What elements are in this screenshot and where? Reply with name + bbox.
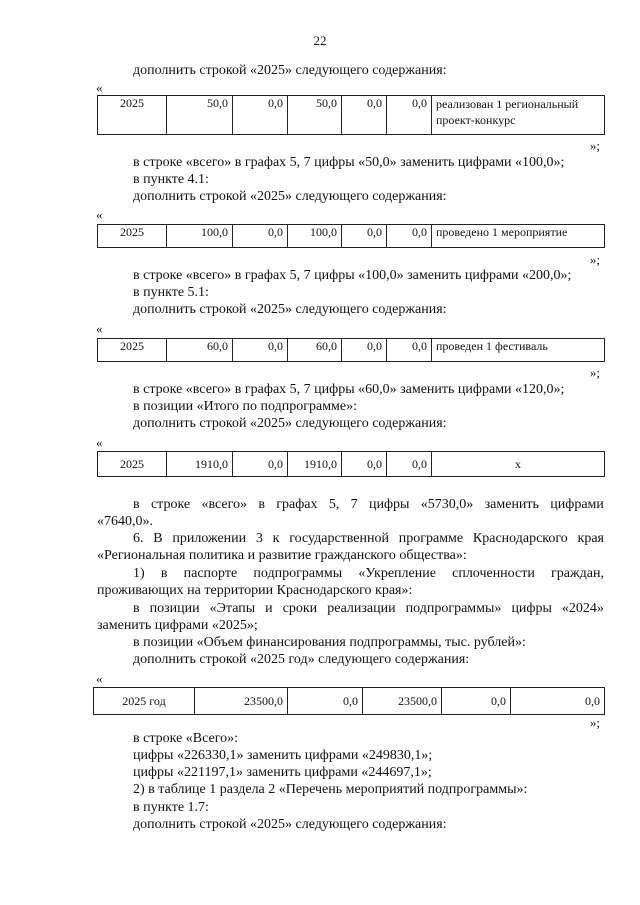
word: в bbox=[160, 566, 168, 581]
page-number: 22 bbox=[313, 33, 327, 48]
table-row-2025-god bbox=[93, 687, 605, 715]
quote-close: »; bbox=[589, 715, 600, 730]
table-cell: 0,0 bbox=[233, 339, 288, 362]
text-line: в позиции «Объем финансирования подпрограммы, тыс. рублей»: bbox=[133, 635, 526, 650]
word: цифры bbox=[511, 601, 552, 616]
text-line: проживающих на территории Краснодарского края»: bbox=[97, 583, 413, 598]
quote-open: « bbox=[96, 207, 103, 222]
word: 3 bbox=[255, 531, 263, 546]
text-line: дополнить строкой «2025» следующего содержания: bbox=[133, 416, 447, 431]
table-cell-year: 2025 bbox=[98, 452, 167, 477]
quote-open: « bbox=[96, 435, 103, 450]
justified-line bbox=[133, 531, 604, 547]
table-cell: 0,0 bbox=[233, 225, 288, 248]
table-cell: 50,0 bbox=[167, 96, 233, 135]
word: края bbox=[577, 531, 604, 546]
table-cell-year: 2025 bbox=[98, 225, 167, 248]
table-cell-result: реализован 1 региональный проект-конкурс bbox=[432, 96, 605, 135]
table-row-2025-c bbox=[97, 338, 605, 362]
word: «2024» bbox=[561, 601, 604, 616]
word: графах bbox=[276, 497, 318, 512]
text-line: в строке «всего» в графах 5, 7 цифры «100,0» заменить цифрами «200,0»; bbox=[133, 268, 572, 283]
table-cell: 0,0 bbox=[288, 688, 363, 715]
table-cell: 23500,0 bbox=[195, 688, 288, 715]
word: в bbox=[133, 601, 140, 616]
word: цифрами bbox=[550, 497, 604, 512]
word: граждан, bbox=[551, 566, 604, 581]
word: сроки bbox=[282, 601, 318, 616]
word: и bbox=[265, 601, 273, 616]
table-cell-year: 2025 bbox=[98, 96, 167, 135]
quote-open: « bbox=[96, 321, 103, 336]
table-row-2025-a bbox=[97, 95, 605, 135]
table-cell-result: х bbox=[432, 452, 605, 477]
text-line: в строке «всего» в графах 5, 7 цифры «60,0» заменить цифрами «120,0»; bbox=[133, 382, 565, 397]
word: строке bbox=[150, 497, 191, 512]
table-cell: 0,0 bbox=[342, 225, 387, 248]
table-cell: 0,0 bbox=[442, 688, 511, 715]
text-line: «Региональная политика и развитие гражданского общества»: bbox=[97, 548, 467, 563]
word: Краснодарского bbox=[472, 531, 568, 546]
word: цифры bbox=[369, 497, 410, 512]
table-cell: 0,0 bbox=[233, 96, 288, 135]
table-cell: 1910,0 bbox=[288, 452, 342, 477]
word: В bbox=[153, 531, 163, 546]
word: к bbox=[272, 531, 280, 546]
text-line: дополнить строкой «2025» следующего содержания: bbox=[133, 302, 447, 317]
table-cell: 0,0 bbox=[511, 688, 605, 715]
table-cell: 60,0 bbox=[288, 339, 342, 362]
word: 7 bbox=[350, 497, 358, 512]
word: «5730,0» bbox=[420, 497, 474, 512]
word: «Укрепление bbox=[358, 566, 436, 581]
text-line: дополнить строкой «2025 год» следующего содержания: bbox=[133, 652, 470, 667]
word: программе bbox=[398, 531, 464, 546]
table-cell: 50,0 bbox=[288, 96, 342, 135]
text-line: цифры «221197,1» заменить цифрами «244697,1»; bbox=[133, 765, 432, 780]
word: «всего» bbox=[201, 497, 247, 512]
text-line: дополнить строкой «2025» следующего содержания: bbox=[133, 189, 447, 204]
quote-open: « bbox=[96, 671, 103, 686]
text-line: в пункте 5.1: bbox=[133, 285, 209, 300]
text-line: в позиции «Итого по подпрограмме»: bbox=[133, 399, 358, 414]
word: в bbox=[133, 497, 140, 512]
table-cell-result: проведен 1 фестиваль bbox=[432, 339, 605, 362]
word: «Этапы bbox=[209, 601, 256, 616]
word: в bbox=[258, 497, 265, 512]
word: паспорте bbox=[183, 566, 238, 581]
table-cell-result: проведено 1 мероприятие bbox=[432, 225, 605, 248]
word: 6. bbox=[133, 531, 144, 546]
text-line: «7640,0». bbox=[97, 514, 153, 529]
text-line: цифры «226330,1» заменить цифрами «249830,1»; bbox=[133, 748, 433, 763]
text-line: дополнить строкой «2025» следующего содержания: bbox=[133, 817, 447, 832]
text-line: в строке «Всего»: bbox=[133, 731, 238, 746]
justified-line bbox=[133, 566, 604, 582]
word: 5, bbox=[328, 497, 340, 512]
text-line: в пункте 1.7: bbox=[133, 800, 209, 815]
table-cell: 0,0 bbox=[387, 225, 432, 248]
word: сплоченности bbox=[452, 566, 535, 581]
justified-line bbox=[133, 497, 604, 513]
table-cell: 0,0 bbox=[387, 96, 432, 135]
word: заменить bbox=[484, 497, 539, 512]
table-cell: 0,0 bbox=[342, 96, 387, 135]
quote-close: »; bbox=[589, 365, 600, 380]
table-cell: 100,0 bbox=[167, 225, 233, 248]
quote-close: »; bbox=[589, 252, 600, 267]
text-line: заменить цифрами «2025»; bbox=[97, 618, 258, 633]
table-cell: 0,0 bbox=[387, 452, 432, 477]
table-cell: 1910,0 bbox=[167, 452, 233, 477]
word: реализации bbox=[327, 601, 396, 616]
justified-line bbox=[133, 601, 604, 617]
table-cell: 0,0 bbox=[342, 452, 387, 477]
table-cell: 0,0 bbox=[387, 339, 432, 362]
word: государственной bbox=[289, 531, 389, 546]
text-line: дополнить строкой «2025» следующего содержания: bbox=[133, 63, 447, 78]
text-line: в строке «всего» в графах 5, 7 цифры «50,0» заменить цифрами «100,0»; bbox=[133, 155, 565, 170]
text-line: в пункте 4.1: bbox=[133, 172, 209, 187]
word: подпрограммы bbox=[253, 566, 343, 581]
table-cell: 23500,0 bbox=[363, 688, 442, 715]
word: 1) bbox=[133, 566, 145, 581]
table-row-2025-b bbox=[97, 224, 605, 248]
quote-close: »; bbox=[589, 138, 600, 153]
table-cell: 100,0 bbox=[288, 225, 342, 248]
word: позиции bbox=[149, 601, 200, 616]
table-cell: 0,0 bbox=[233, 452, 288, 477]
table-cell: 0,0 bbox=[342, 339, 387, 362]
text-line: 2) в таблице 1 раздела 2 «Перечень мероприятий подпрограммы»: bbox=[133, 782, 528, 797]
table-row-2025-total bbox=[97, 451, 605, 477]
quote-open: « bbox=[96, 80, 103, 95]
table-cell: 60,0 bbox=[167, 339, 233, 362]
table-cell-year: 2025 год bbox=[94, 688, 195, 715]
word: приложении bbox=[172, 531, 247, 546]
word: подпрограммы» bbox=[405, 601, 502, 616]
table-cell-year: 2025 bbox=[98, 339, 167, 362]
